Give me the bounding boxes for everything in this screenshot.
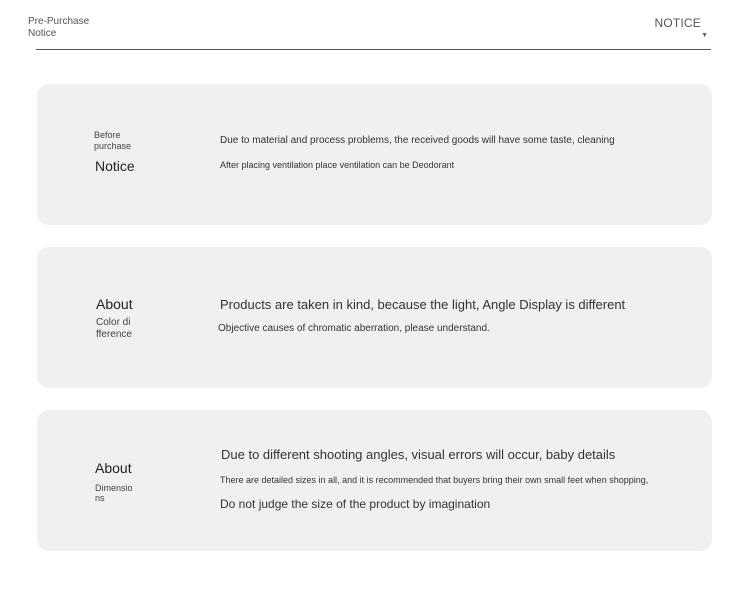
card-text-line-2: There are detailed sizes in all, and it is recommended that buyers bring their own small feet when shopping,	[220, 475, 649, 485]
notice-card-before-purchase	[37, 84, 712, 225]
header	[28, 16, 711, 50]
card-text-line-1: Due to different shooting angles, visual errors will occur, baby details	[221, 447, 616, 462]
card-text-line-2: Objective causes of chromatic aberration, please understand.	[218, 323, 490, 334]
card-text-line-3: Do not judge the size of the product by imagination	[220, 497, 491, 511]
triangle-down-icon: ▼	[701, 32, 708, 39]
card-text-line-1: Products are taken in kind, because the light, Angle Display is different	[220, 297, 626, 312]
card-label-big: About	[96, 296, 133, 312]
card-label-small-2: purchase	[94, 141, 132, 151]
header-left-line-1: Pre-Purchase	[28, 16, 90, 27]
card-label-small-1: Before	[94, 130, 121, 140]
card-label-small-1: Color di	[96, 317, 131, 328]
card-label-small-1: Dimensio	[95, 483, 133, 493]
card-label-small-2: fference	[96, 329, 132, 340]
card-text-line-1: Due to material and process problems, the received goods will have some taste, cleaning	[220, 135, 615, 146]
card-label-big: About	[95, 460, 132, 476]
card-label-big: Notice	[95, 158, 135, 174]
header-divider	[36, 49, 711, 50]
notice-card-dimensions	[37, 410, 712, 551]
notice-card-color-difference	[37, 247, 712, 388]
header-left-title	[28, 16, 89, 40]
header-left-line-2: Notice	[28, 28, 57, 39]
header-right-title: NOTICE	[654, 16, 701, 30]
card-label-small-2: ns	[95, 493, 105, 503]
card-text-line-2: After placing ventilation place ventilation can be Deodorant	[220, 160, 455, 170]
